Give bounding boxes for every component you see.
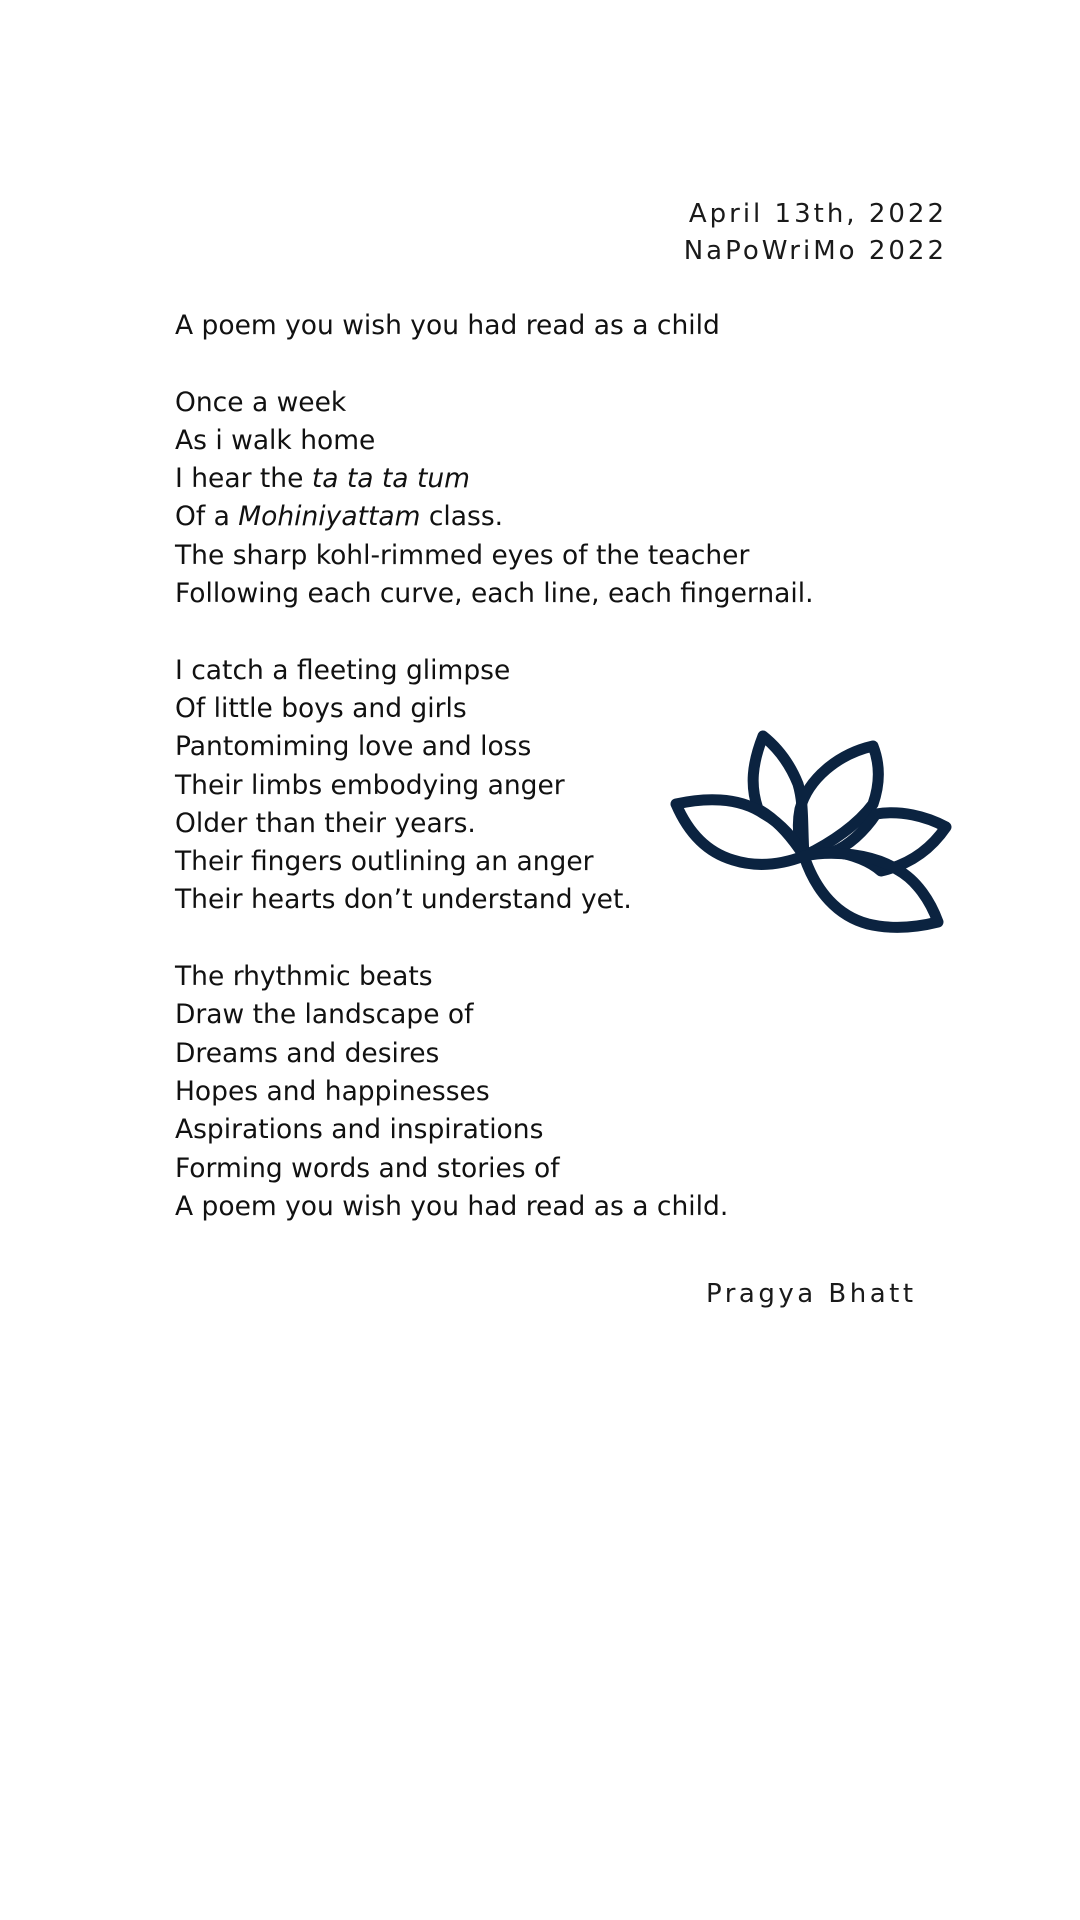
poem-line: Dreams and desires [175,1037,440,1069]
poem-emphasis: ta ta ta tum [311,463,470,495]
poem-line [175,498,815,536]
poem-line: Draw the landscape of [175,999,474,1031]
lotus-petal-left [676,800,804,865]
poem-line: Older than their years. [175,807,476,839]
poem-line: Of little boys and girls [175,692,467,724]
poem-line: Pantomiming love and loss [175,731,532,763]
stanza-gap [175,613,815,651]
stanza-gap [175,345,815,383]
poem-emphasis: Mohiniyattam [238,501,421,533]
stanza-3 [175,958,815,1226]
poem-line: Once a week [175,386,347,418]
poem-line: Their hearts don’t understand yet. [175,884,632,916]
poem-line: Forming words and stories of [175,1152,560,1184]
poem-line: Following each curve, each line, each fingernail. [175,578,814,610]
poem-line: A poem you wish you had read as a child. [175,1190,729,1222]
poem-line [175,460,815,498]
lotus-icon [668,724,952,946]
poem-line: Aspirations and inspirations [175,1114,544,1146]
poem-text: Of a [175,501,239,533]
poem-line: As i walk home [175,424,376,456]
lotus-petal-upper-right [798,746,878,856]
poem-line: Hopes and happinesses [175,1075,490,1107]
poem-text: class. [420,501,504,533]
poem-date: April 13th, 2022 [688,199,947,229]
poem-line: The sharp kohl-rimmed eyes of the teacher [175,539,750,571]
poem-author: Pragya Bhatt [706,1279,917,1309]
poem-line: The rhythmic beats [175,961,433,993]
poem-prompt: A poem you wish you had read as a child [175,310,720,341]
poem-event: NaPoWriMo 2022 [683,236,947,266]
poem-line: Their fingers outlining an anger [175,846,594,878]
poem-header [684,196,947,270]
stanza-1 [175,384,815,614]
poem-line: I catch a fleeting glimpse [175,654,511,686]
poem-text: I hear the [175,463,312,495]
poem-line: Their limbs embodying anger [175,769,565,801]
